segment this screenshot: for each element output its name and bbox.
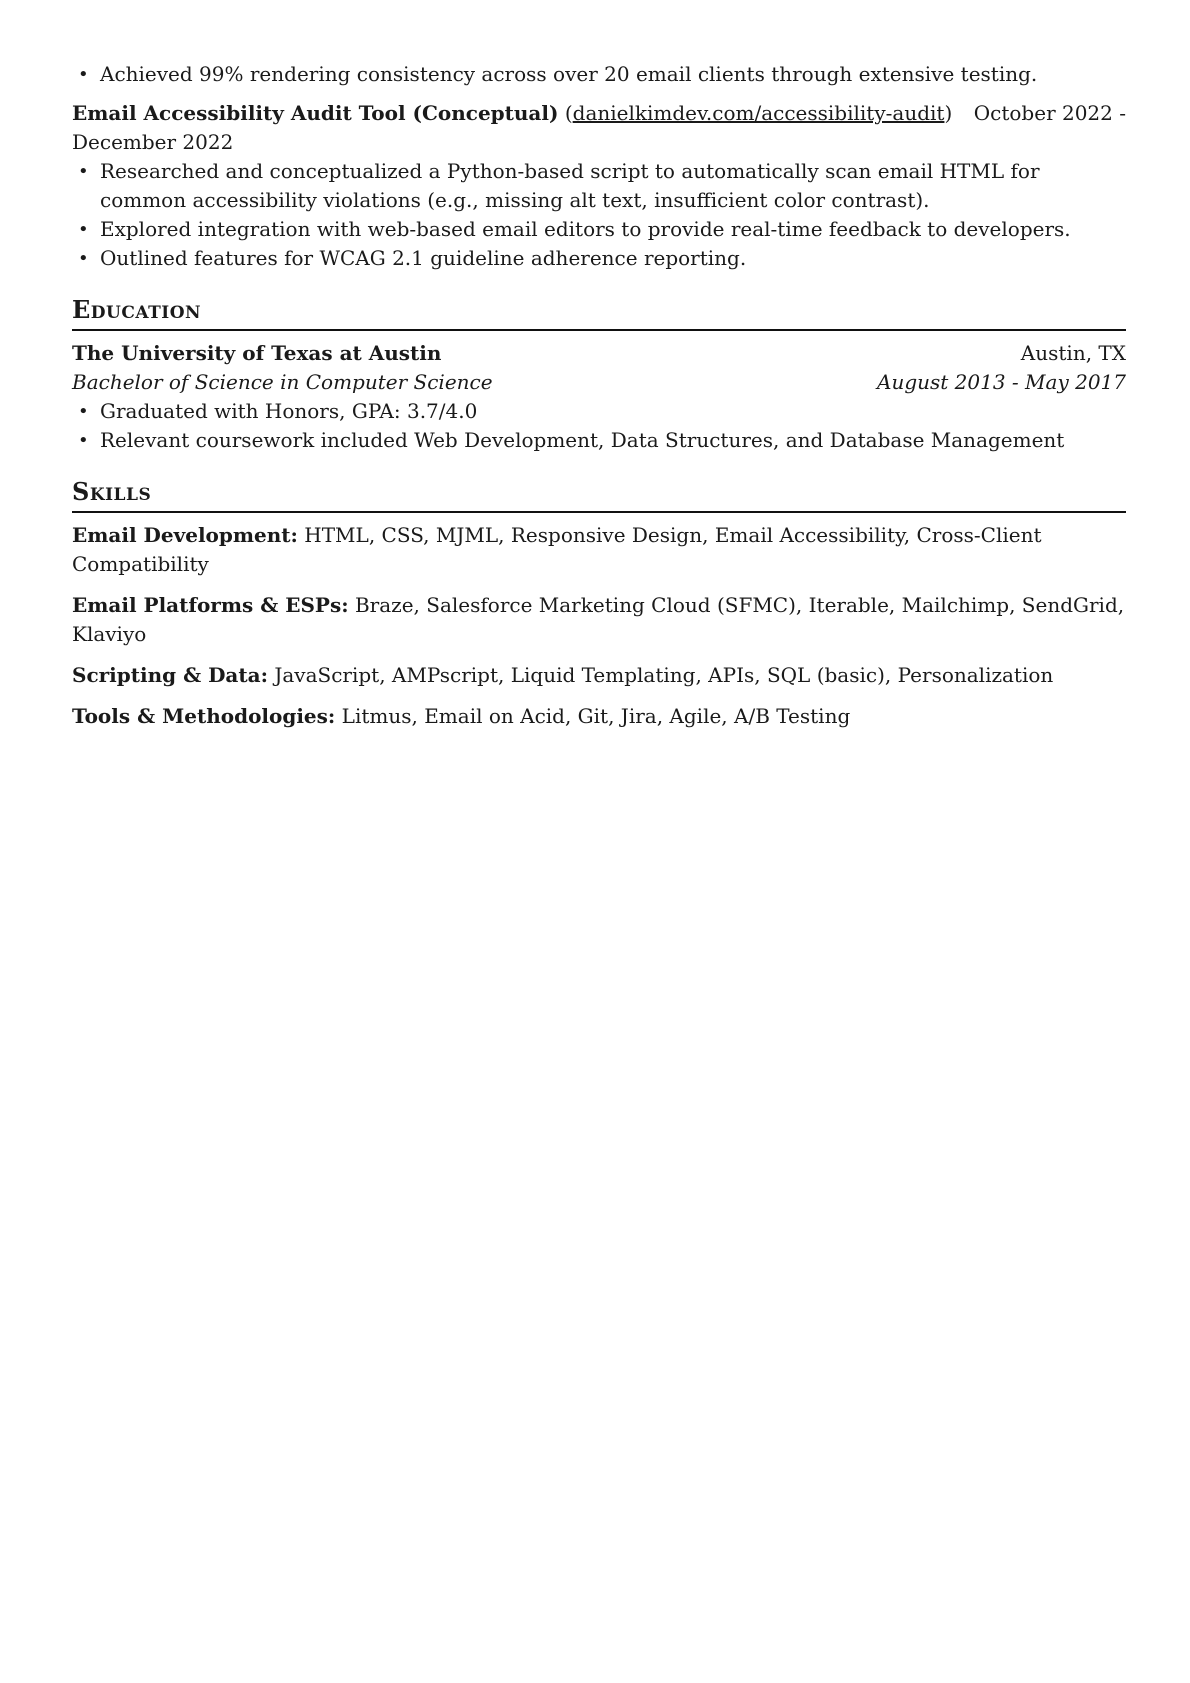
school-location: Austin, TX: [1020, 341, 1126, 365]
education-degree-row: [72, 368, 1126, 397]
skill-label: Email Development:: [72, 523, 298, 547]
project-dates-start: October 2022 -: [973, 101, 1126, 125]
project-bullets: [72, 157, 1126, 273]
skill-value: JavaScript, AMPscript, Liquid Templating, APIs, SQL (basic), Personalization: [267, 663, 1054, 687]
project-header: [72, 99, 1126, 157]
degree-dates: August 2013 - May 2017: [877, 370, 1126, 394]
previous-project-bullets: [72, 60, 1126, 89]
list-item: • Achieved 99% rendering consistency across over 20 email clients through extensive testing.: [72, 60, 1126, 89]
skill-line: [72, 661, 1126, 690]
degree-name: Bachelor of Science in Computer Science: [72, 370, 493, 394]
skill-label: Email Platforms & ESPs:: [72, 593, 349, 617]
skill-value: Braze, Salesforce Marketing Cloud (SFMC), Iterable, Mailchimp, SendGrid, Klaviyo: [72, 593, 1125, 646]
project-dates-end: December 2022: [72, 130, 234, 154]
skill-value: HTML, CSS, MJML, Responsive Design, Email Accessibility, Cross-Client Compatibility: [72, 523, 1042, 576]
skill-label: Scripting & Data:: [72, 663, 268, 687]
project-link-close: ): [944, 101, 953, 125]
skill-line: [72, 702, 1126, 731]
education-bullets: [72, 397, 1126, 455]
list-item: • Explored integration with web-based email editors to provide real-time feedback to developers.: [72, 215, 1126, 244]
project-link-open: (: [564, 101, 573, 125]
education-section-title: Education: [72, 295, 1126, 331]
education-school-row: [72, 339, 1126, 368]
skill-label: Tools & Methodologies:: [72, 704, 336, 728]
list-item: • Outlined features for WCAG 2.1 guideline adherence reporting.: [72, 244, 1126, 273]
list-item: • Graduated with Honors, GPA: 3.7/4.0: [72, 397, 1126, 426]
school-name: The University of Texas at Austin: [72, 341, 442, 365]
skill-value: Litmus, Email on Acid, Git, Jira, Agile, A/B Testing: [335, 704, 851, 728]
skills-section-title: Skills: [72, 477, 1126, 513]
resume-page: [72, 60, 1126, 743]
project-link[interactable]: danielkimdev.com/accessibility-audit: [572, 101, 945, 125]
skill-line: [72, 521, 1126, 579]
list-item: • Researched and conceptualized a Python-based script to automatically scan email HTML for common accessibility violations (e.g., missing alt text, insufficient color contrast).: [72, 157, 1126, 215]
skill-line: [72, 591, 1126, 649]
list-item: • Relevant coursework included Web Development, Data Structures, and Database Management: [72, 426, 1126, 455]
project-title: Email Accessibility Audit Tool (Conceptual): [72, 101, 559, 125]
